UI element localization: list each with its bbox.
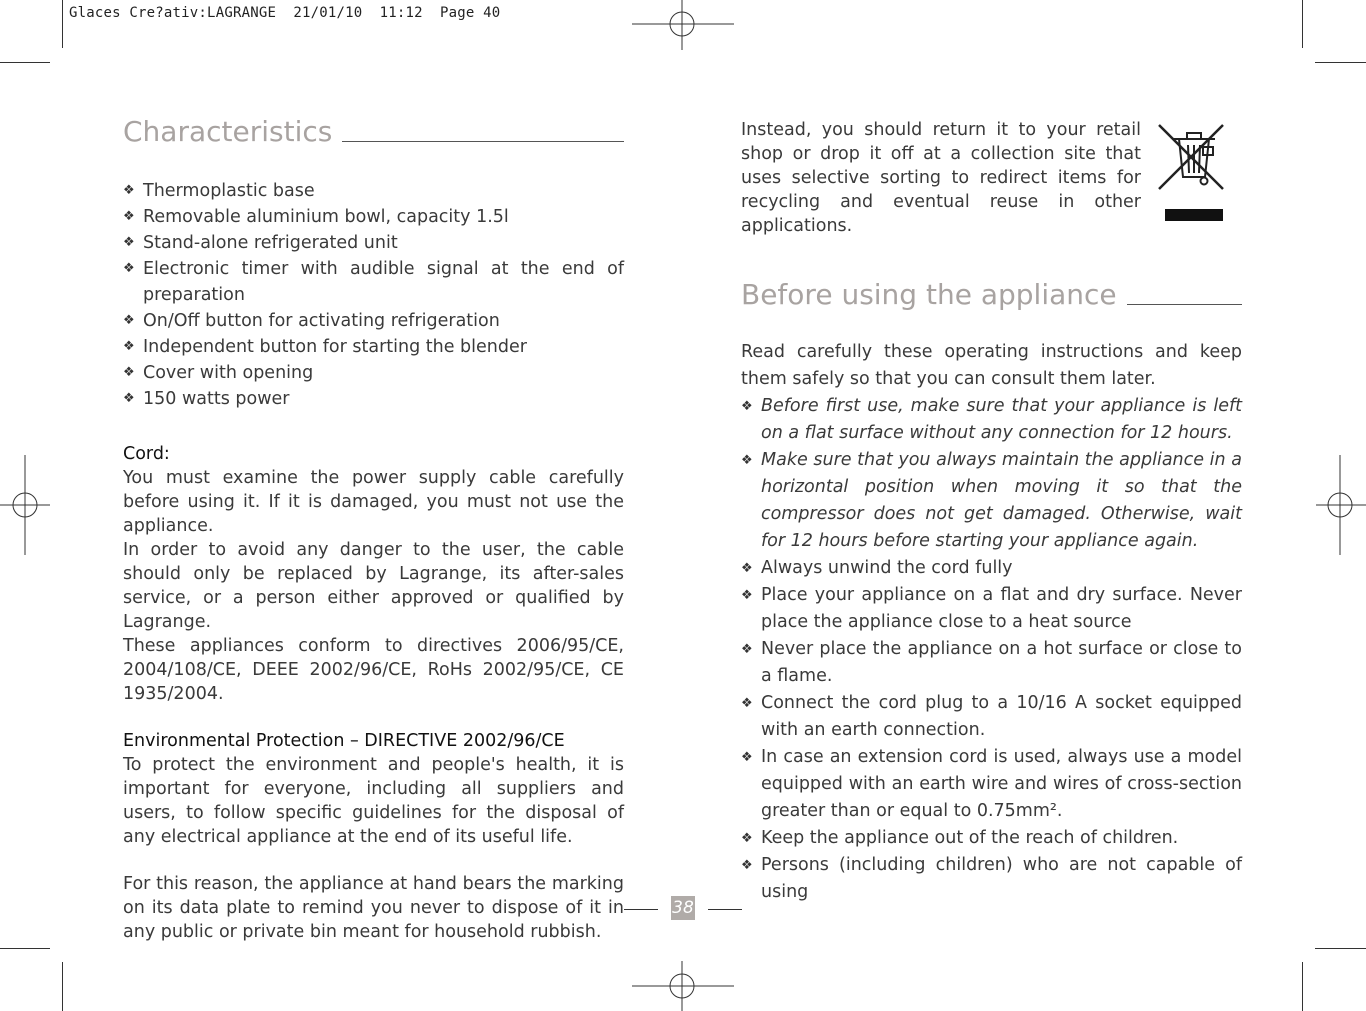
- environment-paragraph-1: To protect the environment and people's health, it is important for everyone, including all suppliers and users, to follow specific guidelines for the disposal of any electrical appliance at the end of its useful life.: [123, 755, 624, 847]
- characteristics-title: Characteristics: [123, 115, 333, 148]
- list-item: ❖ Never place the appliance on a hot surface or close to a flame.: [741, 636, 1242, 690]
- diamond-bullet-icon: ❖: [123, 339, 135, 354]
- before-use-title: Before using the appliance: [741, 278, 1117, 311]
- registration-mark-top: [632, 0, 734, 50]
- list-item: ❖ Electronic timer with audible signal at the end of preparation: [123, 256, 624, 308]
- list-item: ❖ Before first use, make sure that your appliance is left on a flat surface without any connection for 12 hours.: [741, 393, 1242, 447]
- list-item: ❖ Cover with opening: [123, 360, 624, 386]
- list-item: ❖ Place your appliance on a flat and dry surface. Never place the appliance close to a heat source: [741, 582, 1242, 636]
- cord-paragraph-3: These appliances conform to directives 2006/95/CE, 2004/108/CE, DEEE 2002/96/CE, RoHs 2002/95/CE, CE 1935/2004.: [123, 636, 624, 704]
- environment-paragraph-3: Instead, you should return it to your retail shop or drop it off at a collection site that uses selective sorting to redirect items for recycling and eventual reuse in other applications.: [741, 120, 1141, 236]
- list-item: ❖ Make sure that you always maintain the appliance in a horizontal position when moving it so that the compressor does not get damaged. Otherwise, wait for 12 hours before starting your appliance again.: [741, 447, 1242, 555]
- characteristics-heading: [123, 115, 624, 148]
- environment-paragraph-2: For this reason, the appliance at hand bears the marking on its data plate to remind you never to dispose of it in any public or private bin meant for household rubbish.: [123, 874, 624, 942]
- heading-rule: [342, 141, 624, 142]
- diamond-bullet-icon: ❖: [123, 235, 135, 250]
- diamond-bullet-icon: ❖: [741, 453, 753, 468]
- heading-rule: [1127, 304, 1242, 305]
- diamond-bullet-icon: ❖: [123, 183, 135, 198]
- list-item: ❖ Stand-alone refrigerated unit: [123, 230, 624, 256]
- list-item: ❖ Removable aluminium bowl, capacity 1.5l: [123, 204, 624, 230]
- diamond-bullet-icon: ❖: [123, 365, 135, 380]
- diamond-bullet-icon: ❖: [741, 399, 753, 414]
- list-item: ❖ 150 watts power: [123, 386, 624, 412]
- registration-mark-left: [0, 455, 50, 555]
- left-column: [123, 115, 624, 944]
- list-item: ❖ Thermoplastic base: [123, 178, 624, 204]
- print-slug: Glaces Cre?ativ:LAGRANGE 21/01/10 11:12 Page 40: [69, 5, 501, 21]
- diamond-bullet-icon: ❖: [741, 588, 753, 603]
- list-item: ❖ Independent button for starting the blender: [123, 334, 624, 360]
- cord-paragraph-2: In order to avoid any danger to the user, the cable should only be replaced by Lagrange, its after-sales service, or a person either approved or qualified by Lagrange.: [123, 540, 624, 632]
- diamond-bullet-icon: ❖: [741, 561, 753, 576]
- diamond-bullet-icon: ❖: [123, 209, 135, 224]
- diamond-bullet-icon: ❖: [123, 313, 135, 328]
- diamond-bullet-icon: ❖: [741, 696, 753, 711]
- diamond-bullet-icon: ❖: [741, 642, 753, 657]
- page-number: 38: [672, 898, 694, 918]
- page-number-rule-right: [708, 909, 742, 910]
- diamond-bullet-icon: ❖: [741, 858, 753, 873]
- cord-paragraph-1: You must examine the power supply cable carefully before using it. If it is damaged, you must not use the appliance.: [123, 468, 624, 536]
- diamond-bullet-icon: ❖: [741, 831, 753, 846]
- page-number-rule-left: [624, 909, 658, 910]
- diamond-bullet-icon: ❖: [741, 750, 753, 765]
- crossed-out-wheelie-bin-icon: [1157, 121, 1227, 227]
- list-item: ❖ In case an extension cord is used, always use a model equipped with an earth wire and wires of cross-section greater than or equal to 0.75mm².: [741, 744, 1242, 825]
- diamond-bullet-icon: ❖: [123, 391, 135, 406]
- list-item: ❖ Persons (including children) who are not capable of using: [741, 852, 1242, 906]
- list-item: ❖ Always unwind the cord fully: [741, 555, 1242, 582]
- characteristics-list: [123, 178, 624, 412]
- safety-list: [741, 393, 1242, 906]
- environment-heading: Environmental Protection – DIRECTIVE 2002/96/CE: [123, 731, 565, 751]
- list-item: ❖ Keep the appliance out of the reach of children.: [741, 825, 1242, 852]
- list-item: ❖ On/Off button for activating refrigeration: [123, 308, 624, 334]
- before-use-heading: [741, 278, 1242, 311]
- right-column: [741, 118, 1242, 906]
- diamond-bullet-icon: ❖: [123, 261, 135, 276]
- cord-heading: Cord:: [123, 444, 170, 464]
- registration-mark-right: [1316, 455, 1366, 555]
- registration-mark-bottom: [632, 961, 734, 1011]
- list-item: ❖ Connect the cord plug to a 10/16 A socket equipped with an earth connection.: [741, 690, 1242, 744]
- before-use-intro: Read carefully these operating instructions and keep them safely so that you can consult them later.: [741, 342, 1242, 389]
